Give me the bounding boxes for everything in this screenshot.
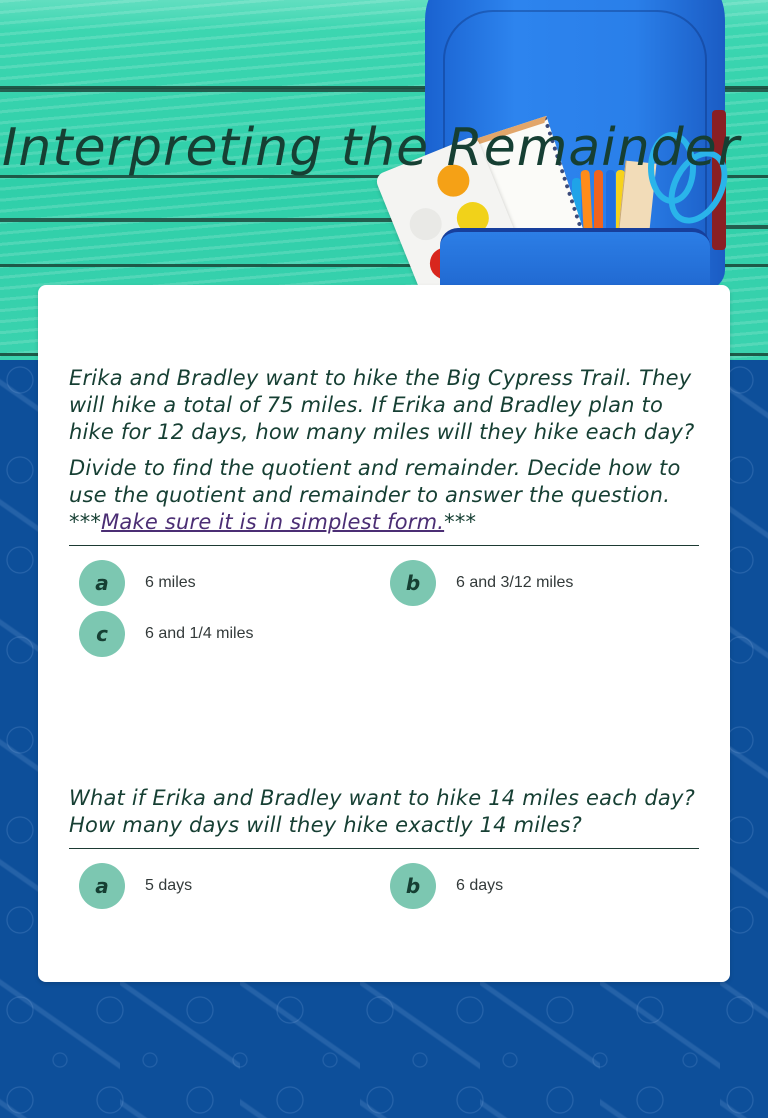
wood-plank-line (0, 218, 440, 222)
page-title: Interpreting the Remainder (2, 118, 741, 178)
wood-plank-line (720, 88, 768, 92)
instruction-suffix: *** (444, 510, 477, 534)
option-letter-bubble[interactable]: a (79, 560, 125, 606)
option-label[interactable]: 6 and 1/4 miles (145, 625, 254, 642)
option-label[interactable]: 6 days (456, 877, 504, 894)
option-c[interactable] (79, 611, 254, 657)
option-letter-bubble[interactable]: b (390, 560, 436, 606)
question-text: What if Erika and Bradley want to hike 14 miles each day? How many days will they hike exactly 14 miles? (69, 786, 695, 837)
marker-red-orange (594, 170, 603, 230)
answer-options (69, 863, 699, 923)
option-a[interactable] (79, 560, 196, 606)
option-label[interactable]: 5 days (145, 877, 193, 894)
option-label[interactable]: 6 and 3/12 miles (456, 574, 574, 591)
question-1 (69, 365, 699, 672)
question-divider (69, 545, 699, 546)
question-2 (69, 785, 699, 923)
worksheet-card (38, 285, 730, 982)
option-b[interactable] (390, 863, 503, 909)
question-divider (69, 848, 699, 849)
option-letter-bubble[interactable]: b (390, 863, 436, 909)
option-b[interactable] (390, 560, 573, 606)
answer-options (69, 560, 699, 672)
instruction-emphasis: Make sure it is in simplest form. (101, 510, 445, 534)
option-letter-bubble[interactable]: c (79, 611, 125, 657)
option-letter-bubble[interactable]: a (79, 863, 125, 909)
question-instruction (69, 455, 699, 536)
option-a[interactable] (79, 863, 192, 909)
wood-plank-line (0, 88, 440, 92)
wood-plank-line (725, 225, 768, 229)
question-text: Erika and Bradley want to hike the Big Cypress Trail. They will hike a total of 75 miles. If Erika and Bradley plan to hike for 12 days, how many miles will they hike each day? (69, 366, 695, 444)
option-label[interactable]: 6 miles (145, 574, 196, 591)
instruction-text: Divide to find the quotient and remainder. Decide how to use the quotient and remainder to answer the question. *** (69, 456, 681, 534)
marker-blue (606, 170, 615, 230)
